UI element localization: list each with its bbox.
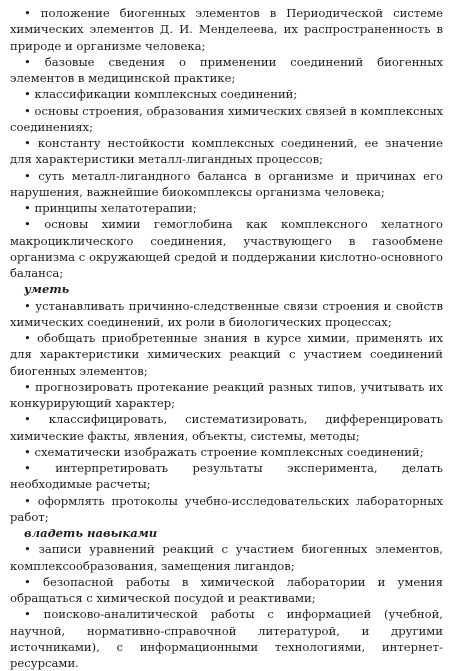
be-able-item: • оформлять протоколы учебно-исследовательских лабораторных работ;	[10, 493, 443, 524]
be-able-item: • обобщать приобретенные знания в курсе химии, применять их для характеристики химических реакций с участием соединений биогенных элементов;	[10, 331, 443, 378]
know-item: • основы строения, образования химических связей в комплексных соединениях;	[10, 103, 443, 134]
be-able-item: • интерпретировать результаты эксперимента, делать необходимые расчеты;	[10, 461, 443, 492]
be-able-item: • классифицировать, систематизировать, дифференцировать химические факты, явления, объекты, системы, методы;	[10, 412, 443, 443]
know-item: • основы химии гемоглобина как комплексного хелатного макроциклического соединения, участвующего в газообмене организма с окружающей средой и поддержании кислотно-основного баланса;	[10, 217, 443, 280]
skills-item: • поисково-аналитической работы с информацией (учебной, научной, нормативно-справочной литературой, и другими источниками), с информационными технологиями, интернет-ресурсами.	[10, 607, 443, 670]
know-item: • принципы хелатотерапии;	[24, 201, 197, 215]
section-heading-be-able: уметь	[24, 282, 70, 297]
know-item: • классификации комплексных соединений;	[24, 87, 298, 102]
skills-item: • безопасной работы в химической лаборатории и умения обращаться с химической посудой и реактивами;	[10, 574, 443, 605]
know-item: • константу нестойкости комплексных соединений, ее значение для характеристики металл-лигандных процессов;	[10, 136, 443, 167]
know-item: • положение биогенных элементов в Периодической системе химических элементов Д. И. Менделеева, их распространенность в природе и организме человека;	[10, 6, 443, 53]
be-able-item: • устанавливать причинно-следственные связи строения и свойств химических соединений, их роли в биологических процессах;	[10, 298, 443, 329]
be-able-item: • схематически изображать строение комплексных соединений;	[24, 444, 424, 459]
be-able-item: • прогнозировать протекание реакций разных типов, учитывать их конкурирующий характер;	[10, 379, 443, 410]
section-heading-skills: владеть навыками	[24, 526, 158, 540]
know-item: • базовые сведения о применении соединений биогенных элементов в медицинской практике;	[10, 54, 443, 85]
know-item: • суть металл-лигандного баланса в организме и причинах его нарушения, важнейшие биокомплексы организма человека;	[10, 168, 443, 199]
skills-item: • записи уравнений реакций с участием биогенных элементов, комплексообразования, замещения лигандов;	[10, 542, 443, 573]
